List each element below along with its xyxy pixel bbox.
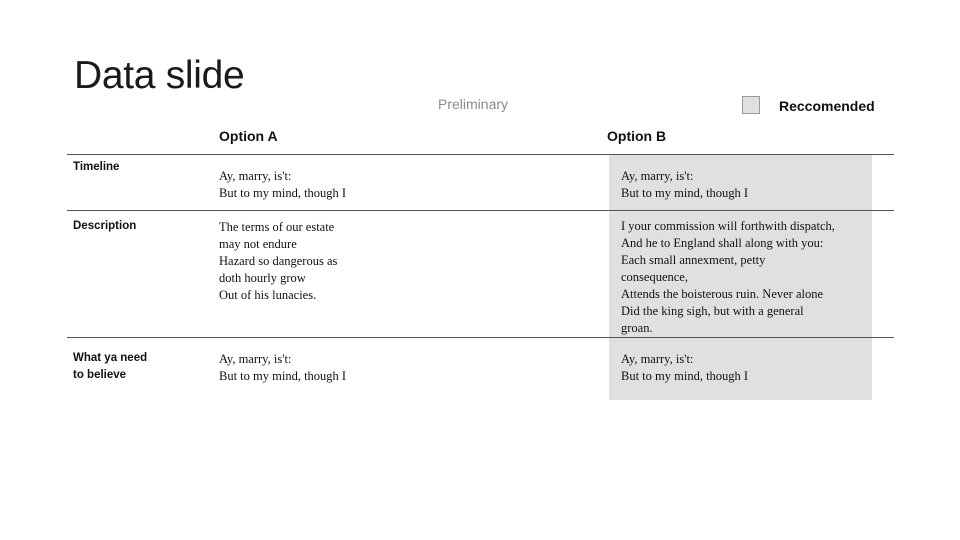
row-label-description: Description <box>73 220 137 232</box>
row-label-timeline: Timeline <box>73 161 120 173</box>
cell-timeline-option-a <box>219 168 419 202</box>
cell-line: Did the king sigh, but with a general <box>621 304 804 318</box>
cell-line: Ay, marry, is't: <box>219 169 292 183</box>
table-rule <box>67 210 894 211</box>
cell-line: may not endure <box>219 237 297 251</box>
slide-title: Data slide <box>74 54 245 97</box>
cell-line: But to my mind, though I <box>621 186 749 200</box>
recommended-legend-label: Reccomended <box>779 98 875 114</box>
cell-line: Ay, marry, is't: <box>621 352 694 366</box>
cell-line: Ay, marry, is't: <box>621 169 694 183</box>
cell-line: groan. <box>621 321 653 335</box>
cell-description-option-b <box>621 218 866 337</box>
status-label: Preliminary <box>438 96 509 112</box>
row-label-line: to believe <box>73 369 127 381</box>
cell-line: consequence, <box>621 270 688 284</box>
row-label-line: What ya need <box>73 352 148 364</box>
cell-line: The terms of our estate <box>219 220 335 234</box>
cell-description-option-a <box>219 219 419 304</box>
cell-believe-option-b <box>621 351 866 385</box>
cell-line: Each small annexment, petty <box>621 253 766 267</box>
row-label-what-ya-need-to-believe <box>73 350 183 384</box>
cell-line: But to my mind, though I <box>219 369 347 383</box>
cell-line: And he to England shall along with you: <box>621 236 824 250</box>
table-rule-top <box>67 154 894 155</box>
cell-line: Attends the boisterous ruin. Never alone <box>621 287 824 301</box>
cell-line: doth hourly grow <box>219 271 306 285</box>
column-header-option-b: Option B <box>607 128 667 144</box>
cell-line: I your commission will forthwith dispatch, <box>621 219 835 233</box>
cell-line: But to my mind, though I <box>621 369 749 383</box>
cell-believe-option-a <box>219 351 419 385</box>
cell-line: Out of his lunacies. <box>219 288 317 302</box>
column-header-option-a: Option A <box>219 128 278 144</box>
cell-line: Hazard so dangerous as <box>219 254 338 268</box>
recommended-legend-swatch <box>742 96 760 114</box>
table-rule <box>67 337 894 338</box>
cell-line: But to my mind, though I <box>219 186 347 200</box>
cell-line: Ay, marry, is't: <box>219 352 292 366</box>
cell-timeline-option-b <box>621 168 866 202</box>
